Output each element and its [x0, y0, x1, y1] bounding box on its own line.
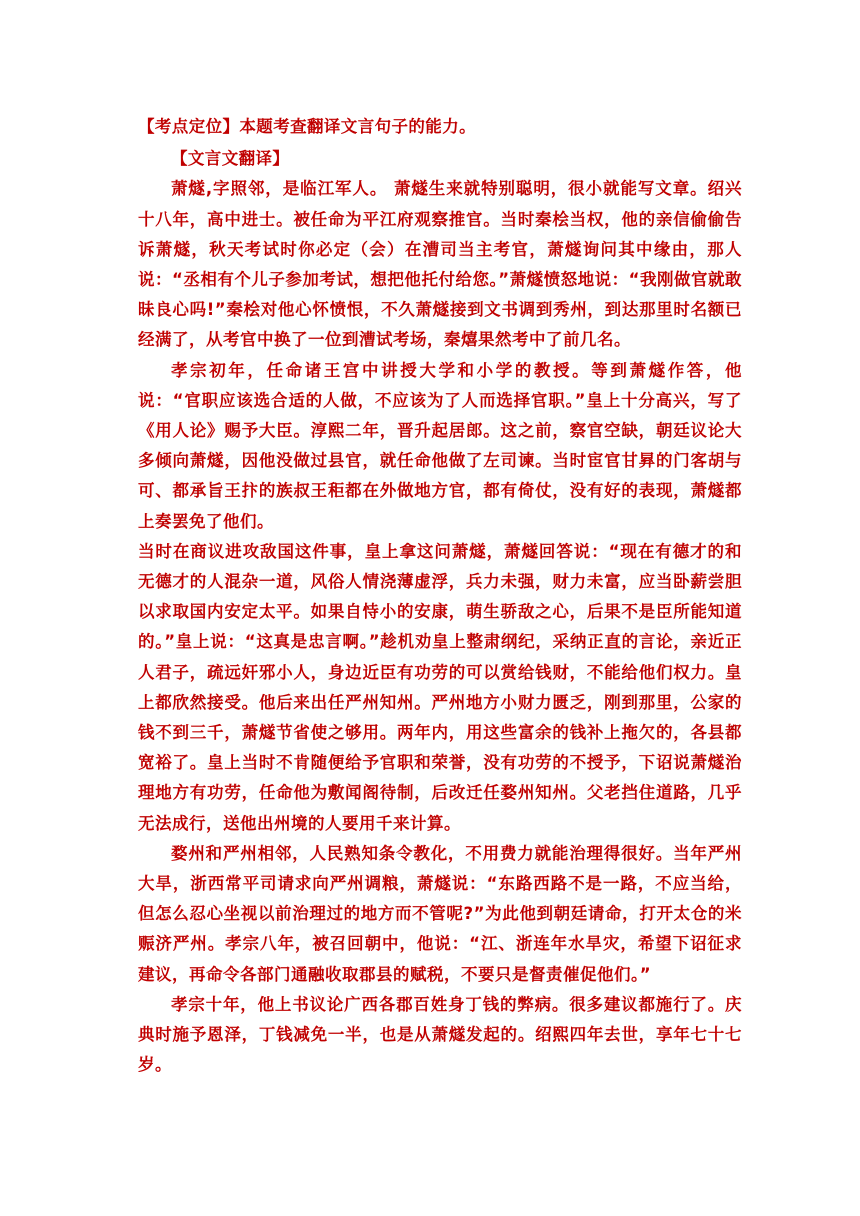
document-page — [138, 112, 742, 1081]
paragraph-1: 萧燧,字照邻，是临江军人。 萧燧生来就特别聪明，很小就能写文章。绍兴十八年，高中进士。被任命为平江府观察推官。当时秦桧当权，他的亲信偷偷告诉萧燧，秋天考试时你必定（会）在漕司当主考官，萧燧询问其中缘由，那人说：“丞相有个儿子参加考试，想把他托付给您。”萧燧愤怒地说：“我刚做官就敢昧良心吗!”秦桧对他心怀愤恨，不久萧燧接到文书调到秀州，到达那里时名额已经满了，从考官中换了一位到漕试考场，秦熺果然考中了前几名。 — [138, 179, 742, 350]
paragraph-2: 孝宗初年，任命诸王宫中讲授大学和小学的教授。等到萧燧作答，他说：“官职应该选合适的人做，不应该为了人而选择官职。”皇上十分高兴，写了《用人论》赐予大臣。淳熙二年，晋升起居郎。这之前，察官空缺，朝廷议论大多倾向萧燧，因他没做过县官，就任命他做了左司谏。当时宦官甘昪的门客胡与可、都承旨王抃的族叔王秬都在外做地方官，都有倚仗，没有好的表现，萧燧都上奏罢免了他们。 — [138, 360, 742, 531]
paragraph-5: 孝宗十年，他上书议论广西各郡百姓身丁钱的弊病。很多建议都施行了。庆典时施予恩泽，丁钱减免一半，也是从萧燧发起的。绍熙四年去世，享年七十七岁。 — [138, 994, 742, 1075]
paragraph-4: 婺州和严州相邻，人民熟知条令教化，不用费力就能治理得很好。当年严州大旱，浙西常平司请求向严州调粮，萧燧说：“东路西路不是一路，不应当给，但怎么忍心坐视以前治理过的地方而不管呢?”为此他到朝廷请命，打开太仓的米赈济严州。孝宗八年，被召回朝中，他说：“江、浙连年水旱灾，希望下诏征求建议，再命令各部门通融收取郡县的赋税，不要只是督责催促他们。” — [138, 843, 742, 984]
section-heading: 【文言文翻译】 — [171, 149, 290, 169]
kaodian-line: 【考点定位】本题考查翻译文言句子的能力。 — [138, 117, 476, 136]
paragraph-3: 当时在商议进攻敌国这件事，皇上拿这问萧燧，萧燧回答说：“现在有德才的和无德才的人混杂一道，风俗人情浇薄虚浮，兵力未强，财力未富，应当卧薪尝胆以求取国内安定太平。如果自恃小的安康，萌生骄敌之心，后果不是臣所能知道的。”皇上说：“这真是忠言啊。”趁机劝皇上整肃纲纪，采纳正直的言论，亲近正人君子，疏远奸邪小人，身边近臣有功劳的可以赏给钱财，不能给他们权力。皇上都欣然接受。他后来出任严州知州。严州地方小财力匮乏，刚到那里，公家的钱不到三千，萧燧节省使之够用。两年内，用这些富余的钱补上拖欠的，各县都宽裕了。皇上当时不肯随便给予官职和荣誉，没有功劳的不授予，下诏说萧燧治理地方有功劳，任命他为敷闻阁待制，后改迁任婺州知州。父老挡住道路，几乎无法成行，送他出州境的人要用千来计算。 — [138, 541, 742, 833]
